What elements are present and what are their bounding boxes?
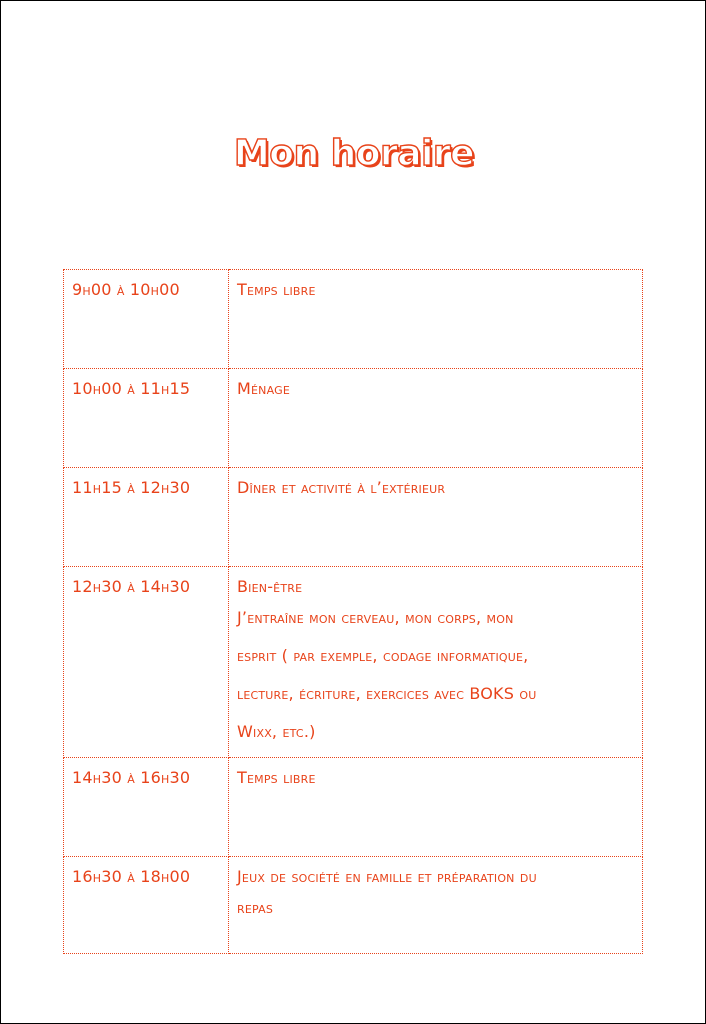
activity-line: repas <box>237 898 274 917</box>
table-row <box>64 369 643 468</box>
activity-cell <box>229 857 643 954</box>
activity-line: Ménage <box>237 379 290 398</box>
activity-cell <box>229 270 643 369</box>
activity-line: Temps libre <box>237 280 316 299</box>
time-slot: 11h15 à 12h30 <box>64 468 229 567</box>
table-row <box>64 567 643 758</box>
table-row <box>64 468 643 567</box>
time-slot: 14h30 à 16h30 <box>64 758 229 857</box>
activity-cell <box>229 369 643 468</box>
activity-line: Jeux de société en famille et préparation du <box>237 867 537 886</box>
table-row <box>64 270 643 369</box>
schedule-table <box>63 269 643 954</box>
activity-cell <box>229 567 643 758</box>
activity-line: Wixx, etc.) <box>237 722 316 741</box>
activity-line: esprit ( par exemple, codage informatique, <box>237 646 529 665</box>
activity-cell <box>229 758 643 857</box>
activity-line: Dîner et activité à l’extérieur <box>237 478 446 497</box>
time-slot: 10h00 à 11h15 <box>64 369 229 468</box>
activity-cell <box>229 468 643 567</box>
time-slot: 12h30 à 14h30 <box>64 567 229 758</box>
table-row <box>64 758 643 857</box>
activity-line: J’entraîne mon cerveau, mon corps, mon <box>237 608 514 627</box>
table-row <box>64 857 643 954</box>
time-slot: 9h00 à 10h00 <box>64 270 229 369</box>
time-slot: 16h30 à 18h00 <box>64 857 229 954</box>
page-title: Mon horaire <box>233 133 475 174</box>
activity-line: Temps libre <box>237 768 316 787</box>
activity-line: lecture, écriture, exercices avec BOKS ou <box>237 684 537 703</box>
activity-line: Bien-être <box>237 577 303 596</box>
